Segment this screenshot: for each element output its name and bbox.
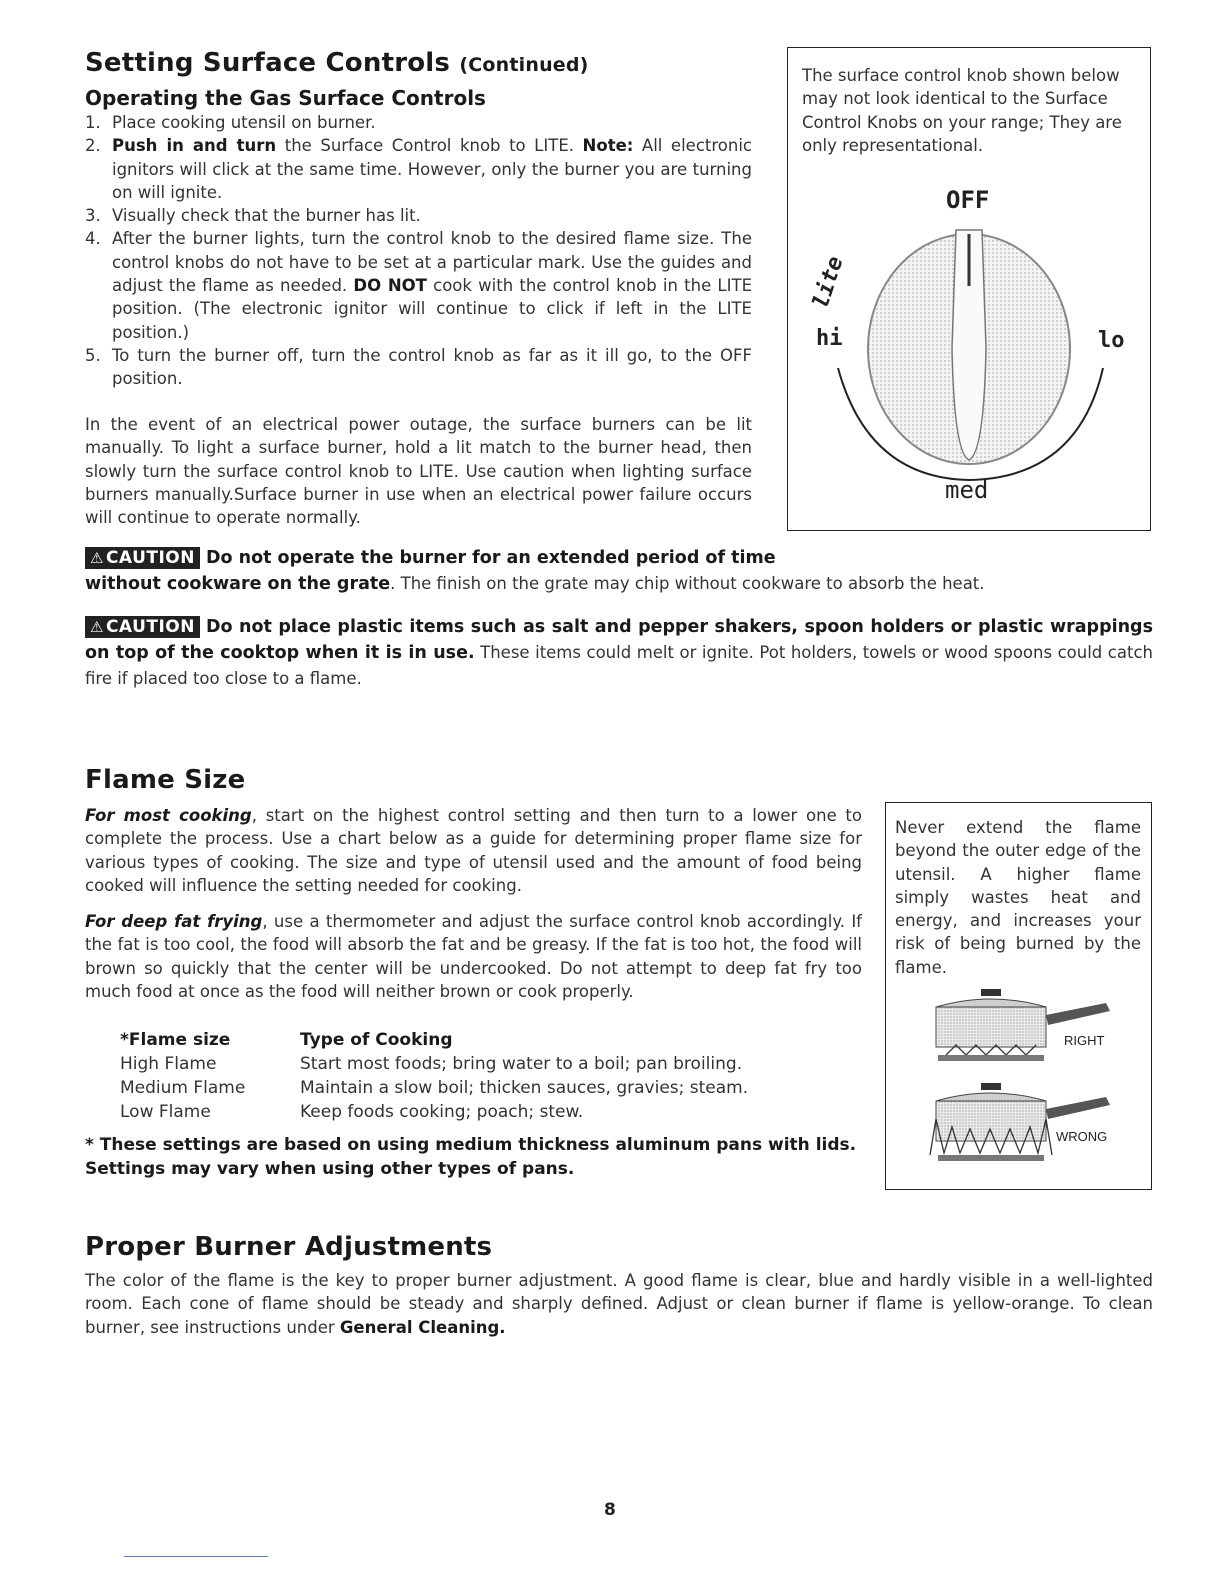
knob-label-hi: hi (816, 326, 843, 351)
section-title-setting-surface-controls (85, 48, 589, 78)
knob-box-text: The surface control knob shown below may not look identical to the Surface Control Knobs on your range; They are only representational. (802, 66, 1122, 155)
handle (1046, 1097, 1110, 1119)
subtitle-operating-gas-controls: Operating the Gas Surface Controls (85, 86, 486, 110)
pan-right-icon (926, 989, 1116, 1069)
burner-grate (938, 1055, 1044, 1061)
steps-list (85, 111, 752, 391)
caution-badge: ⚠ CAUTION (85, 616, 200, 638)
flame-size-para-1: For most cooking, start on the highest control setting and then turn to a lower one to complete the process. Use a chart below as a guide for determining proper flame size for various types of cooking. The size and type of utensil used and the amount of food being cooked will influence the setting needed for cooking. (85, 806, 862, 895)
table-row: Medium Flame Maintain a slow boil; thicken sauces, gravies; steam. (120, 1078, 749, 1098)
step-5: 5. To turn the burner off, turn the control knob as far as it ill go, to the OFF position. (85, 345, 752, 389)
knob-label-lite: lite (808, 253, 849, 312)
footer-rule (124, 1556, 268, 1557)
burner-adjustments-text: The color of the flame is the key to proper burner adjustment. A good flame is clear, blue and hardly visible in a well-lighted room. Each cone of flame should be steady and sharply defined. Adjust or clean burner if flame is yellow-orange. To clean burner, see instructions under General Cleaning. (85, 1271, 1153, 1337)
control-knob-icon (788, 48, 1150, 530)
table-row: Low Flame Keep foods cooking; poach; stew. (120, 1102, 584, 1122)
knob-label-off: OFF (946, 186, 990, 214)
knob-illustration-box (787, 47, 1151, 531)
table-header-flame-size: *Flame size (120, 1030, 231, 1050)
caution-1: ⚠ CAUTION Do not operate the burner for an extended period of time without cookware on the grate. The finish on the grate may chip without cookware to absorb the heat. (85, 548, 985, 594)
warning-triangle-icon: ⚠ (90, 618, 104, 636)
caution-2: ⚠ CAUTION Do not place plastic items such as salt and pepper shakers, spoon holders or plastic wrappings on top of the cooktop when it is in use. These items could melt or ignite. Pot holders, towels or wood spoons could catch fire if placed too close to a flame. (85, 617, 1153, 688)
step-1: 1. Place cooking utensil on burner. (85, 113, 376, 132)
table-header-type: Type of Cooking (300, 1030, 453, 1050)
caution-badge: ⚠ CAUTION (85, 547, 200, 569)
section-title-flame-size: Flame Size (85, 765, 246, 795)
title-suffix: (Continued) (459, 54, 589, 76)
flame-size-para-2: For deep fat frying, use a thermometer and adjust the surface control knob accordingly. If the fat is too cool, the food will absorb the fat and be greasy. If the fat is too hot, the food will brown so quickly that the center will be undercooked. Do not attempt to deep fat fry too much food at once as the food will neither brown or cook properly. (85, 912, 862, 1001)
flame-size-note: * These settings are based on using medium thickness aluminum pans with lids. Settings may vary when using other types of pans. (85, 1135, 857, 1179)
lid (936, 999, 1046, 1007)
step-2: 2. Push in and turn the Surface Control knob to LITE. Note: All electronic ignitors will click at the same time. However, only the burner you are turning on will ignite. (85, 136, 752, 202)
table-row: High Flame Start most foods; bring water to a boil; pan broiling. (120, 1054, 743, 1074)
page-number: 8 (604, 1500, 616, 1520)
lid-knob (981, 989, 1001, 996)
section-title-burner-adjustments: Proper Burner Adjustments (85, 1232, 493, 1262)
lid (936, 1093, 1046, 1101)
label-wrong: WRONG (1056, 1129, 1108, 1144)
flame-illustration-box (885, 802, 1152, 1190)
pan-wrong-icon (926, 1083, 1116, 1167)
lid-knob (981, 1083, 1001, 1090)
flame-box-text: Never extend the flame beyond the outer edge of the utensil. A higher flame simply wastes heat and energy, and increases your risk of being burned by the flame. (895, 818, 1141, 977)
step-4: 4. After the burner lights, turn the control knob to the desired flame size. The control knobs do not have to be set at a particular mark. Use the guides and adjust the flame as needed. DO NOT cook with the control knob in the LITE position. (The electronic ignitor will continue to click if left in the LITE position.) (85, 229, 752, 342)
handle (1046, 1003, 1110, 1025)
table-header-row (120, 1028, 800, 1052)
knob-label-med: med (945, 476, 989, 504)
knob-label-lo: lo (1098, 328, 1125, 353)
step-3: 3. Visually check that the burner has lit. (85, 206, 421, 226)
warning-triangle-icon: ⚠ (90, 549, 104, 567)
pot-body (936, 1007, 1046, 1047)
flame-size-table (120, 1028, 800, 1124)
burner-grate (938, 1155, 1044, 1161)
title-main: Setting Surface Controls (85, 48, 451, 78)
power-outage-paragraph: In the event of an electrical power outage, the surface burners can be lit manually. To light a surface burner, hold a lit match to the burner head, then slowly turn the surface control knob to LITE. Use caution when lighting surface burners manually.Surface burner in use when an electrical power failure occurs will continue to operate normally. (85, 415, 752, 528)
pot-body (936, 1101, 1046, 1141)
label-right: RIGHT (1064, 1033, 1105, 1048)
